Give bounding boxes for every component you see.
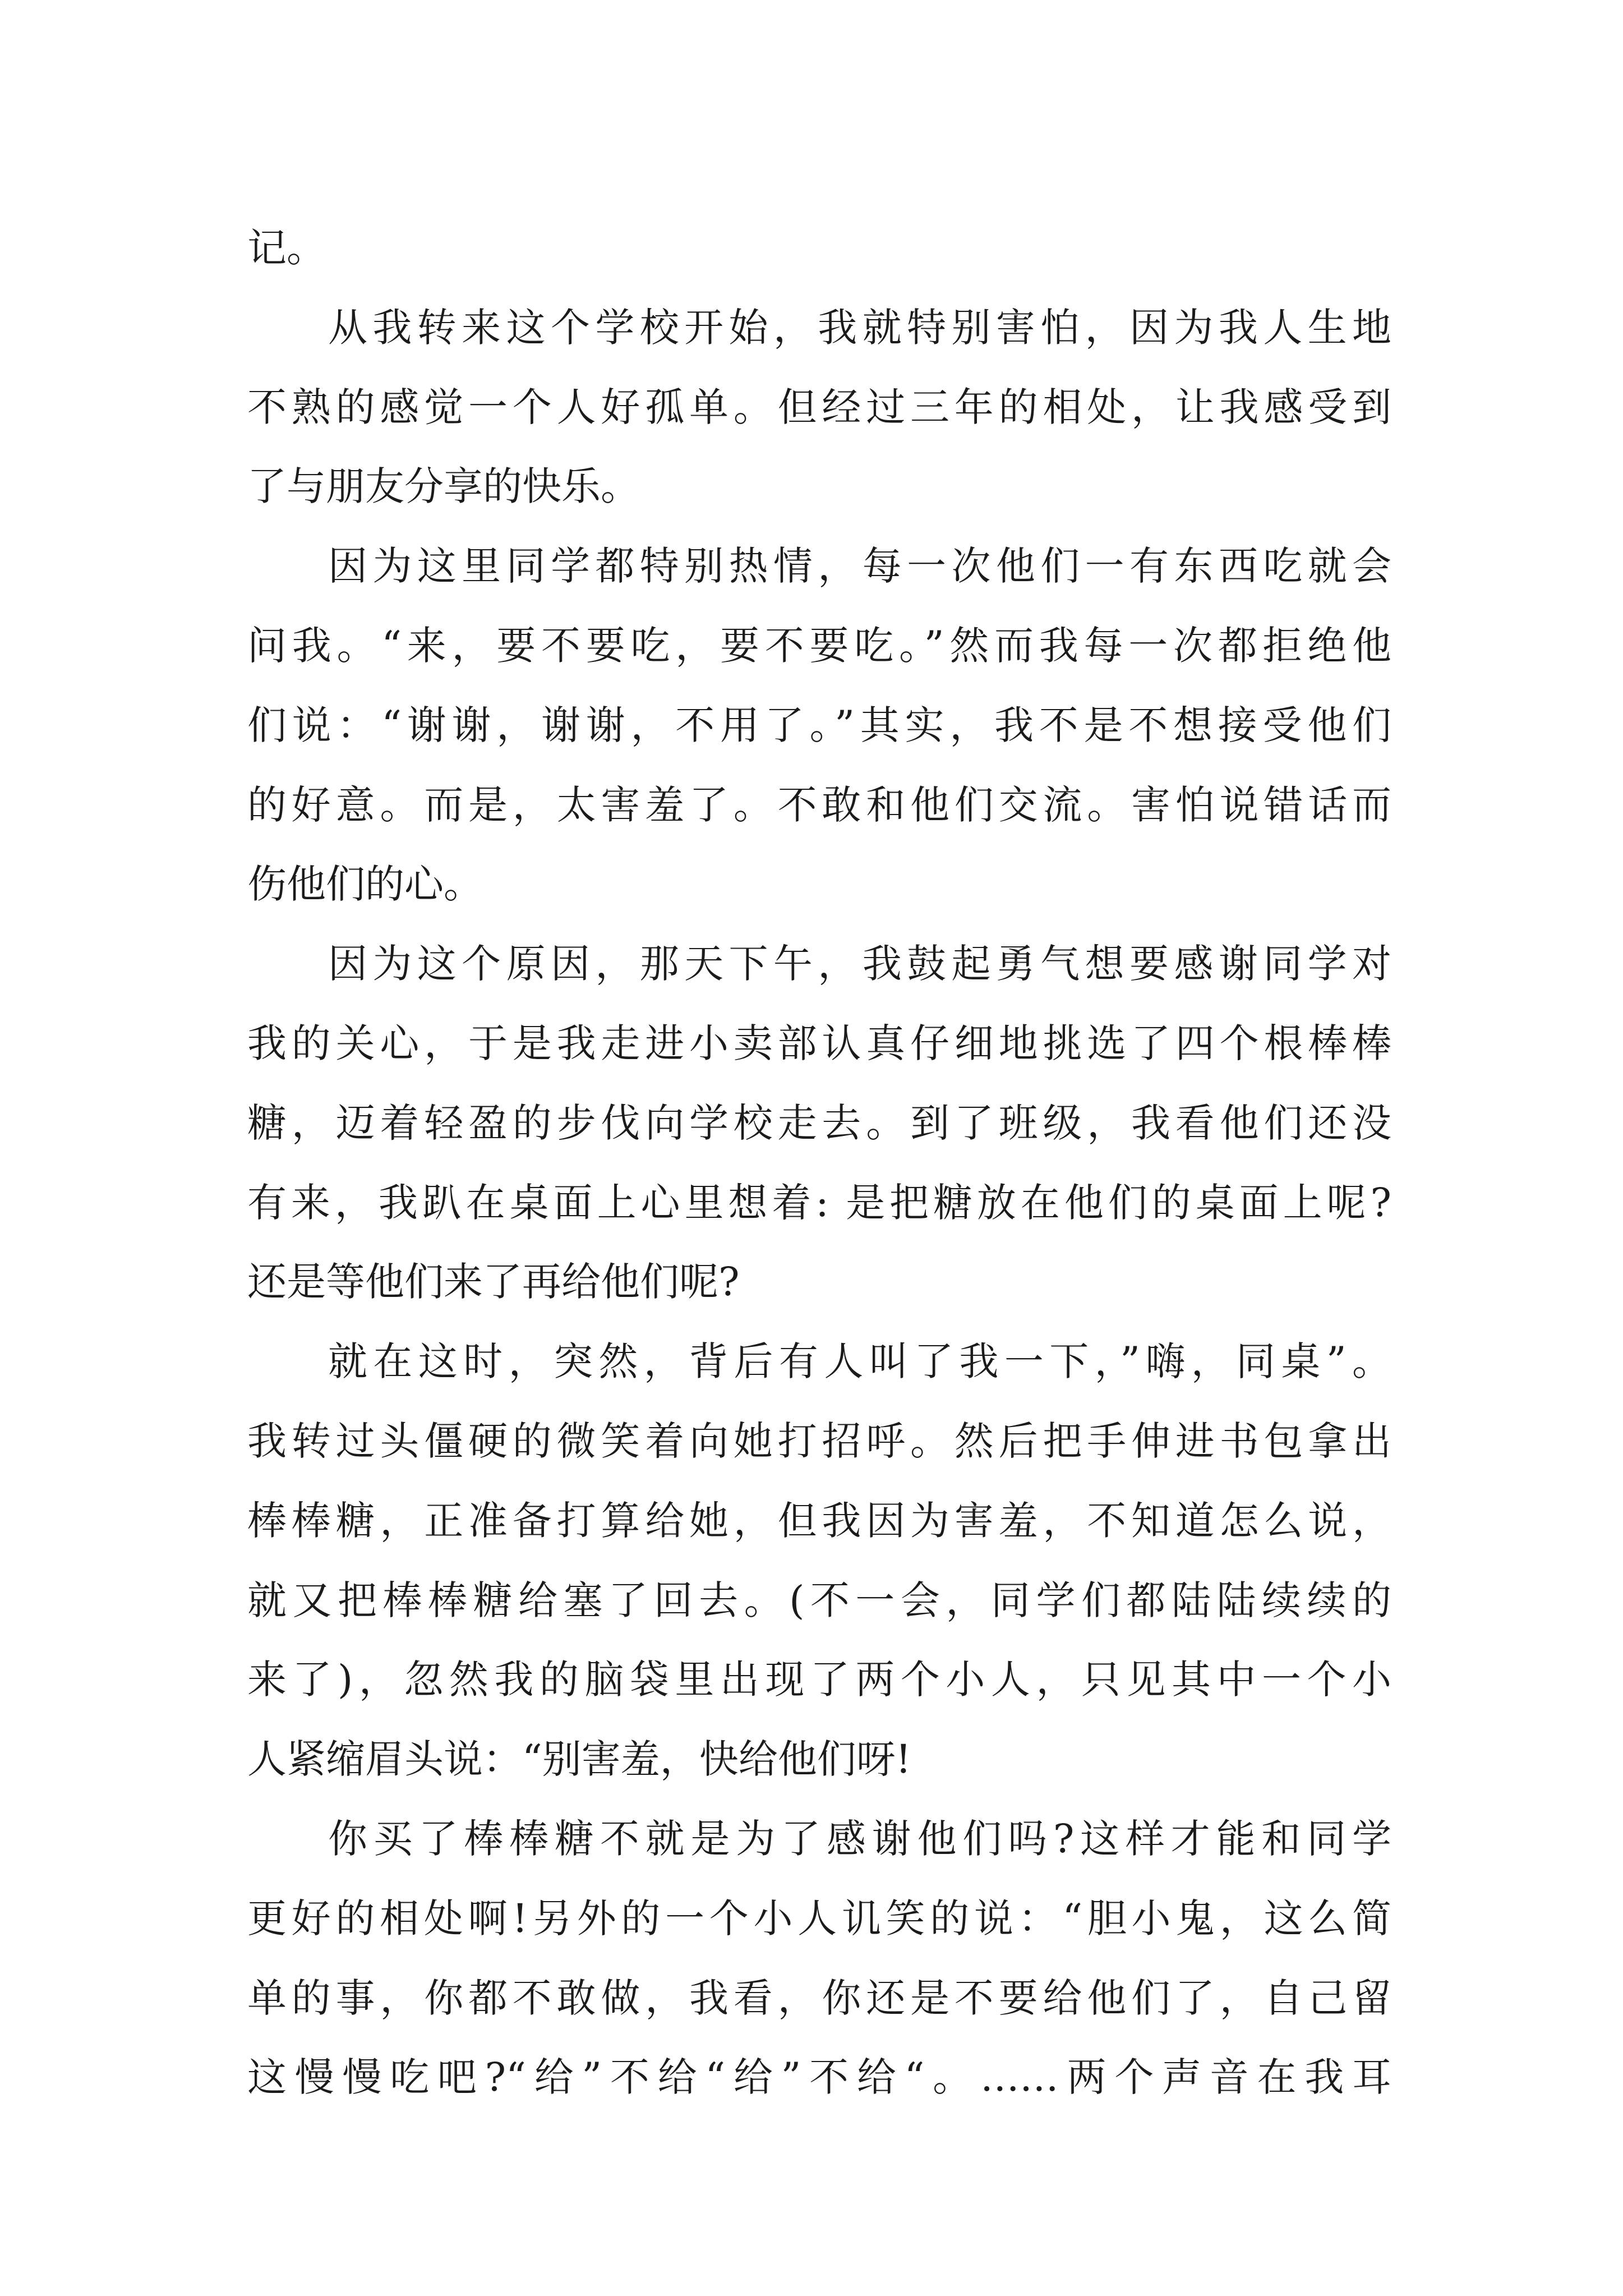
text-line: 有来，我趴在桌面上心里想着: 是把糖放在他们的桌面上呢? bbox=[247, 1179, 1391, 1226]
document-body bbox=[247, 209, 1391, 2118]
text-line: 的好意。而是，太害羞了。不敢和他们交流。害怕说错话而 bbox=[247, 781, 1391, 828]
text-line: 因为这里同学都特别热情，每一次他们一有东西吃就会 bbox=[328, 543, 1391, 590]
text-line: 了与朋友分享的快乐。 bbox=[247, 463, 640, 510]
text-line: 糖，迈着轻盈的步伐向学校走去。到了班级，我看他们还没 bbox=[247, 1099, 1391, 1146]
text-line: 单的事，你都不敢做，我看，你还是不要给他们了，自己留 bbox=[247, 1975, 1391, 2021]
text-line: 人紧缩眉头说：“别害羞，快给他们呀! bbox=[247, 1736, 911, 1783]
text-line: 你买了棒棒糖不就是为了感谢他们吗?这样才能和同学 bbox=[328, 1815, 1391, 1862]
text-line: 问我。“来，要不要吃，要不要吃。”然而我每一次都拒绝他 bbox=[247, 622, 1391, 669]
text-line: 我转过头僵硬的微笑着向她打招呼。然后把手伸进书包拿出 bbox=[247, 1418, 1391, 1464]
text-line: 伤他们的心。 bbox=[247, 861, 483, 908]
text-line: 我的关心，于是我走进小卖部认真仔细地挑选了四个根棒棒 bbox=[247, 1020, 1391, 1066]
text-line: 棒棒糖，正准备打算给她，但我因为害羞，不知道怎么说， bbox=[247, 1497, 1391, 1544]
text-line: 从我转来这个学校开始，我就特别害怕，因为我人生地 bbox=[328, 304, 1391, 351]
text-line: 就又把棒棒糖给塞了回去。(不一会，同学们都陆陆续续的 bbox=[247, 1577, 1391, 1623]
text-line: 们说：“谢谢，谢谢，不用了。”其实，我不是不想接受他们 bbox=[247, 702, 1391, 748]
text-line: 来了)，忽然我的脑袋里出现了两个小人，只见其中一个小 bbox=[247, 1657, 1391, 1703]
text-line: 还是等他们来了再给他们呢? bbox=[247, 1259, 740, 1305]
text-line: 不熟的感觉一个人好孤单。但经过三年的相处，让我感受到 bbox=[247, 384, 1391, 430]
text-line: 更好的相处啊!另外的一个小人讥笑的说：“胆小鬼，这么简 bbox=[247, 1895, 1391, 1941]
text-line: 因为这个原因，那天下午，我鼓起勇气想要感谢同学对 bbox=[328, 941, 1391, 987]
text-line: 就在这时，突然，背后有人叫了我一下，”嗨，同桌”。 bbox=[328, 1338, 1391, 1385]
text-line: 记。 bbox=[247, 225, 326, 271]
text-line: 这慢慢吃吧?“给”不给“给”不给“。……两个声音在我耳 bbox=[247, 2054, 1391, 2101]
